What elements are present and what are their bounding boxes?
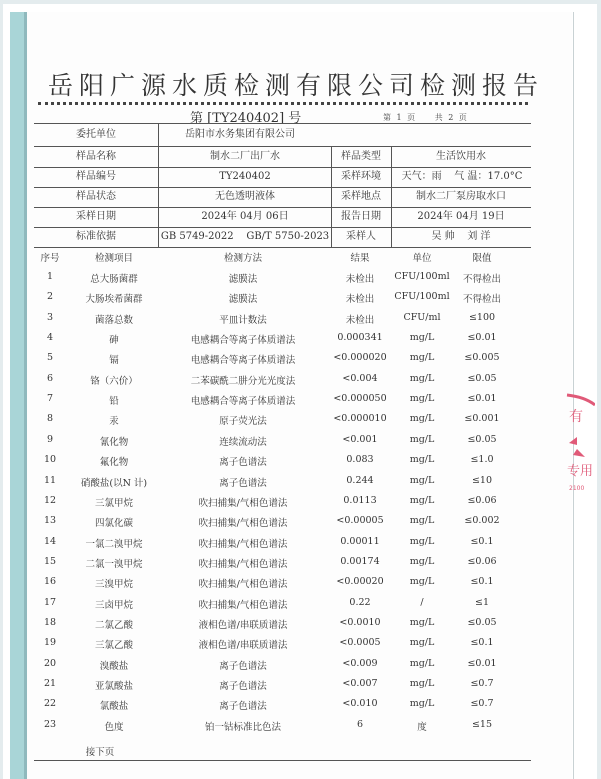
row-no: 8 bbox=[46, 413, 54, 425]
svg-text:专用: 专用 bbox=[567, 464, 594, 479]
row-method: 原子荧光法 bbox=[219, 416, 267, 428]
row-method: 液相色谱/串联质谱法 bbox=[198, 619, 288, 631]
report-number: 第 [TY240402] 号 bbox=[190, 111, 302, 126]
table-border bbox=[34, 123, 531, 124]
row-method: 二苯碳酰二肼分光光度法 bbox=[190, 375, 296, 387]
sample-state-value: 无色透明液体 bbox=[215, 191, 275, 202]
row-item: 总大肠菌群 bbox=[90, 274, 138, 285]
row-item: 砷 bbox=[109, 335, 119, 347]
row-result: <0.00005 bbox=[336, 515, 384, 527]
row-no: 9 bbox=[46, 433, 54, 445]
row-unit: mg/L bbox=[409, 433, 435, 445]
standard-label: 标准依据 bbox=[76, 231, 116, 242]
row-limit: ≤0.05 bbox=[467, 433, 497, 445]
client-label: 委托单位 bbox=[76, 129, 116, 140]
row-item: 三卤甲烷 bbox=[94, 599, 133, 611]
row-method: 滤膜法 bbox=[228, 274, 258, 285]
report-date-label: 报告日期 bbox=[341, 211, 381, 222]
row-method: 电感耦合等离子体质谱法 bbox=[190, 396, 296, 408]
row-method: 吹扫捕集/气相色谱法 bbox=[198, 497, 288, 509]
table-bottom-border bbox=[34, 760, 531, 761]
row-method: 吹扫捕集/气相色谱法 bbox=[198, 579, 288, 591]
row-method: 平皿计数法 bbox=[219, 314, 267, 326]
row-no: 7 bbox=[46, 393, 54, 405]
row-unit: mg/L bbox=[409, 515, 435, 527]
row-no: 5 bbox=[46, 352, 54, 364]
row-limit: ≤0.1 bbox=[470, 637, 494, 649]
row-limit: ≤0.002 bbox=[464, 515, 500, 527]
row-limit: ≤10 bbox=[471, 474, 493, 486]
col-header-unit: 单位 bbox=[412, 253, 432, 264]
row-limit: ≤0.001 bbox=[464, 413, 500, 425]
row-result: 未检出 bbox=[345, 274, 375, 285]
seal-number: 2100 bbox=[569, 485, 585, 492]
sample-id-value: TY240402 bbox=[219, 171, 271, 182]
row-result: <0.000020 bbox=[333, 352, 387, 364]
row-limit: ≤0.7 bbox=[470, 698, 494, 710]
row-method: 铂一钴标准比色法 bbox=[204, 721, 281, 733]
sampling-site-label: 采样地点 bbox=[341, 191, 381, 202]
row-unit: mg/L bbox=[409, 413, 435, 425]
sampling-site-value: 制水二厂泵房取水口 bbox=[416, 191, 506, 202]
sample-type-value: 生活饮用水 bbox=[436, 151, 486, 162]
row-no: 10 bbox=[43, 454, 57, 466]
row-unit: mg/L bbox=[409, 555, 435, 567]
sample-name-label: 样品名称 bbox=[76, 151, 116, 162]
row-limit: ≤0.1 bbox=[470, 535, 494, 547]
row-unit: mg/L bbox=[409, 474, 435, 486]
row-unit: mg/L bbox=[409, 393, 435, 405]
table-border bbox=[34, 167, 531, 168]
row-no: 22 bbox=[43, 698, 57, 710]
row-unit: mg/L bbox=[409, 352, 435, 364]
sample-id-label: 样品编号 bbox=[76, 171, 116, 182]
continued-note: 接下页 bbox=[85, 747, 115, 758]
table-border bbox=[158, 123, 159, 247]
row-result: <0.0010 bbox=[339, 616, 381, 628]
col-header-limit: 限值 bbox=[472, 253, 492, 264]
row-no: 2 bbox=[46, 291, 54, 303]
row-result: 0.00011 bbox=[340, 535, 380, 547]
row-item: 铅 bbox=[109, 396, 119, 408]
page-total: 共 2 页 bbox=[434, 113, 467, 122]
row-unit: mg/L bbox=[409, 454, 435, 466]
row-result: 未检出 bbox=[345, 314, 375, 326]
row-unit: mg/L bbox=[409, 372, 435, 384]
row-result: 0.000341 bbox=[337, 332, 383, 344]
svg-text:有: 有 bbox=[569, 409, 583, 425]
row-item: 大肠埃希菌群 bbox=[85, 294, 143, 306]
row-no: 1 bbox=[46, 271, 54, 282]
sample-state-label: 样品状态 bbox=[76, 191, 116, 202]
row-limit: ≤0.01 bbox=[467, 657, 497, 669]
row-item: 二氯一溴甲烷 bbox=[85, 558, 143, 570]
row-no: 19 bbox=[43, 637, 57, 649]
row-item: 镉 bbox=[109, 355, 119, 367]
row-result: <0.010 bbox=[342, 698, 378, 710]
row-unit: mg/L bbox=[409, 494, 435, 506]
row-result: <0.00020 bbox=[336, 576, 384, 588]
row-method: 滤膜法 bbox=[228, 294, 258, 306]
row-limit: ≤100 bbox=[468, 311, 496, 323]
row-limit: ≤15 bbox=[471, 718, 493, 730]
row-no: 20 bbox=[43, 657, 57, 669]
row-item: 三溴甲烷 bbox=[94, 579, 133, 591]
row-result: 6 bbox=[356, 718, 364, 730]
row-no: 18 bbox=[43, 616, 57, 628]
row-unit: mg/L bbox=[409, 576, 435, 588]
sample-type-label: 样品类型 bbox=[341, 151, 381, 162]
col-header-item: 检测项目 bbox=[94, 253, 133, 264]
row-result: 0.00174 bbox=[340, 555, 380, 567]
row-item: 三氯乙酸 bbox=[94, 640, 133, 652]
row-method: 电感耦合等离子体质谱法 bbox=[190, 335, 296, 347]
row-limit: ≤0.05 bbox=[467, 372, 497, 384]
row-no: 14 bbox=[43, 535, 57, 547]
report-date-value: 2024年 04月 19日 bbox=[417, 211, 505, 222]
standard-value: GB 5749-2022 GB/T 5750-2023 bbox=[160, 231, 330, 242]
table-border bbox=[34, 187, 531, 188]
col-header-method: 检测方法 bbox=[223, 253, 262, 264]
row-limit: ≤1.0 bbox=[470, 454, 494, 466]
row-item: 四氯化碳 bbox=[94, 518, 133, 530]
row-method: 离子色谱法 bbox=[219, 457, 267, 469]
sampler-label: 采样人 bbox=[346, 231, 376, 242]
row-unit: mg/L bbox=[409, 657, 435, 669]
client-value: 岳阳市水务集团有限公司 bbox=[185, 129, 295, 140]
row-result: <0.007 bbox=[342, 678, 378, 689]
row-item: 菌落总数 bbox=[94, 314, 133, 326]
sampler-value: 吴 帅 刘 洋 bbox=[431, 231, 491, 242]
sampling-date-value: 2024年 04月 06日 bbox=[201, 211, 289, 222]
table-border bbox=[34, 146, 531, 147]
page-indicator bbox=[383, 112, 481, 123]
row-item: 氟化物 bbox=[99, 457, 129, 469]
row-limit: 不得检出 bbox=[462, 294, 501, 306]
sampling-date-label: 采样日期 bbox=[76, 211, 116, 222]
row-no: 11 bbox=[43, 474, 57, 486]
report-title: 岳阳广源水质检测有限公司检测报告 bbox=[48, 71, 545, 100]
row-limit: ≤0.06 bbox=[467, 494, 497, 506]
row-unit: mg/L bbox=[409, 616, 435, 628]
row-limit: ≤0.01 bbox=[467, 332, 497, 344]
row-unit: / bbox=[420, 596, 424, 608]
row-method: 吹扫捕集/气相色谱法 bbox=[198, 538, 288, 550]
row-unit: mg/L bbox=[409, 332, 435, 344]
row-limit: ≤0.005 bbox=[464, 352, 500, 364]
col-header-result: 结果 bbox=[350, 253, 370, 264]
row-method: 吹扫捕集/气相色谱法 bbox=[198, 518, 288, 530]
table-border bbox=[34, 207, 531, 208]
row-method: 吹扫捕集/气相色谱法 bbox=[198, 558, 288, 570]
row-method: 连续流动法 bbox=[219, 436, 267, 448]
row-item: 一氯二溴甲烷 bbox=[85, 538, 143, 550]
row-result: <0.0005 bbox=[339, 637, 381, 649]
row-method: 离子色谱法 bbox=[219, 477, 267, 489]
row-method: 电感耦合等离子体质谱法 bbox=[190, 355, 296, 367]
row-result: 0.0113 bbox=[343, 494, 377, 506]
row-unit: 度 bbox=[417, 721, 427, 733]
col-header-no: 序号 bbox=[40, 253, 60, 264]
row-result: 未检出 bbox=[345, 294, 375, 306]
row-no: 13 bbox=[43, 515, 57, 527]
page-current: 第 1 页 bbox=[383, 113, 416, 122]
row-result: <0.001 bbox=[342, 433, 378, 445]
row-no: 21 bbox=[43, 678, 57, 689]
row-result: 0.244 bbox=[346, 474, 374, 486]
table-border bbox=[34, 227, 531, 228]
row-item: 溴酸盐 bbox=[99, 660, 129, 672]
row-limit: ≤0.06 bbox=[467, 555, 497, 567]
row-item: 氯酸盐 bbox=[99, 701, 129, 713]
row-no: 16 bbox=[43, 576, 57, 588]
row-no: 6 bbox=[46, 372, 54, 384]
row-unit: CFU/100ml bbox=[394, 291, 450, 303]
row-limit: ≤1 bbox=[474, 596, 489, 608]
row-result: <0.000010 bbox=[333, 413, 387, 425]
row-result: <0.004 bbox=[342, 372, 378, 384]
row-no: 12 bbox=[43, 494, 57, 506]
row-method: 液相色谱/串联质谱法 bbox=[198, 640, 288, 652]
row-method: 离子色谱法 bbox=[219, 701, 267, 713]
binder-strip bbox=[10, 12, 27, 779]
row-unit: mg/L bbox=[409, 637, 435, 649]
row-result: <0.000050 bbox=[333, 393, 387, 405]
row-limit: ≤0.7 bbox=[470, 678, 494, 689]
company-seal bbox=[555, 393, 595, 493]
row-unit: mg/L bbox=[409, 698, 435, 710]
row-item: 铬（六价） bbox=[90, 375, 138, 387]
row-item: 氰化物 bbox=[99, 436, 129, 448]
row-no: 23 bbox=[43, 718, 57, 730]
row-item: 二氯乙酸 bbox=[94, 619, 133, 631]
row-unit: mg/L bbox=[409, 535, 435, 547]
row-result: 0.083 bbox=[346, 454, 374, 466]
row-no: 17 bbox=[43, 596, 57, 608]
row-method: 离子色谱法 bbox=[219, 660, 267, 672]
row-no: 4 bbox=[46, 332, 54, 344]
row-limit: ≤0.01 bbox=[467, 393, 497, 405]
row-limit: 不得检出 bbox=[462, 274, 501, 285]
title-divider bbox=[38, 102, 528, 105]
row-unit: mg/L bbox=[409, 678, 435, 689]
row-limit: ≤0.05 bbox=[467, 616, 497, 628]
row-result: <0.009 bbox=[342, 657, 378, 669]
row-method: 离子色谱法 bbox=[219, 681, 267, 692]
sampling-env-value: 天气：雨 气 温：17.0°C bbox=[401, 171, 523, 182]
row-unit: CFU/100ml bbox=[394, 271, 450, 282]
row-item: 三氯甲烷 bbox=[94, 497, 133, 509]
row-no: 15 bbox=[43, 555, 57, 567]
row-method: 吹扫捕集/气相色谱法 bbox=[198, 599, 288, 611]
row-item: 硝酸盐(以N 计) bbox=[80, 477, 148, 489]
row-item: 亚氯酸盐 bbox=[94, 681, 133, 692]
row-item: 汞 bbox=[109, 416, 119, 428]
sampling-env-label: 采样环境 bbox=[341, 171, 381, 182]
table-border bbox=[34, 247, 531, 248]
row-item: 色度 bbox=[104, 721, 124, 733]
row-result: 0.22 bbox=[349, 596, 371, 608]
row-unit: CFU/ml bbox=[403, 311, 441, 323]
row-limit: ≤0.1 bbox=[470, 576, 494, 588]
sample-name-value: 制水二厂出厂水 bbox=[210, 151, 280, 162]
row-no: 3 bbox=[46, 311, 54, 323]
